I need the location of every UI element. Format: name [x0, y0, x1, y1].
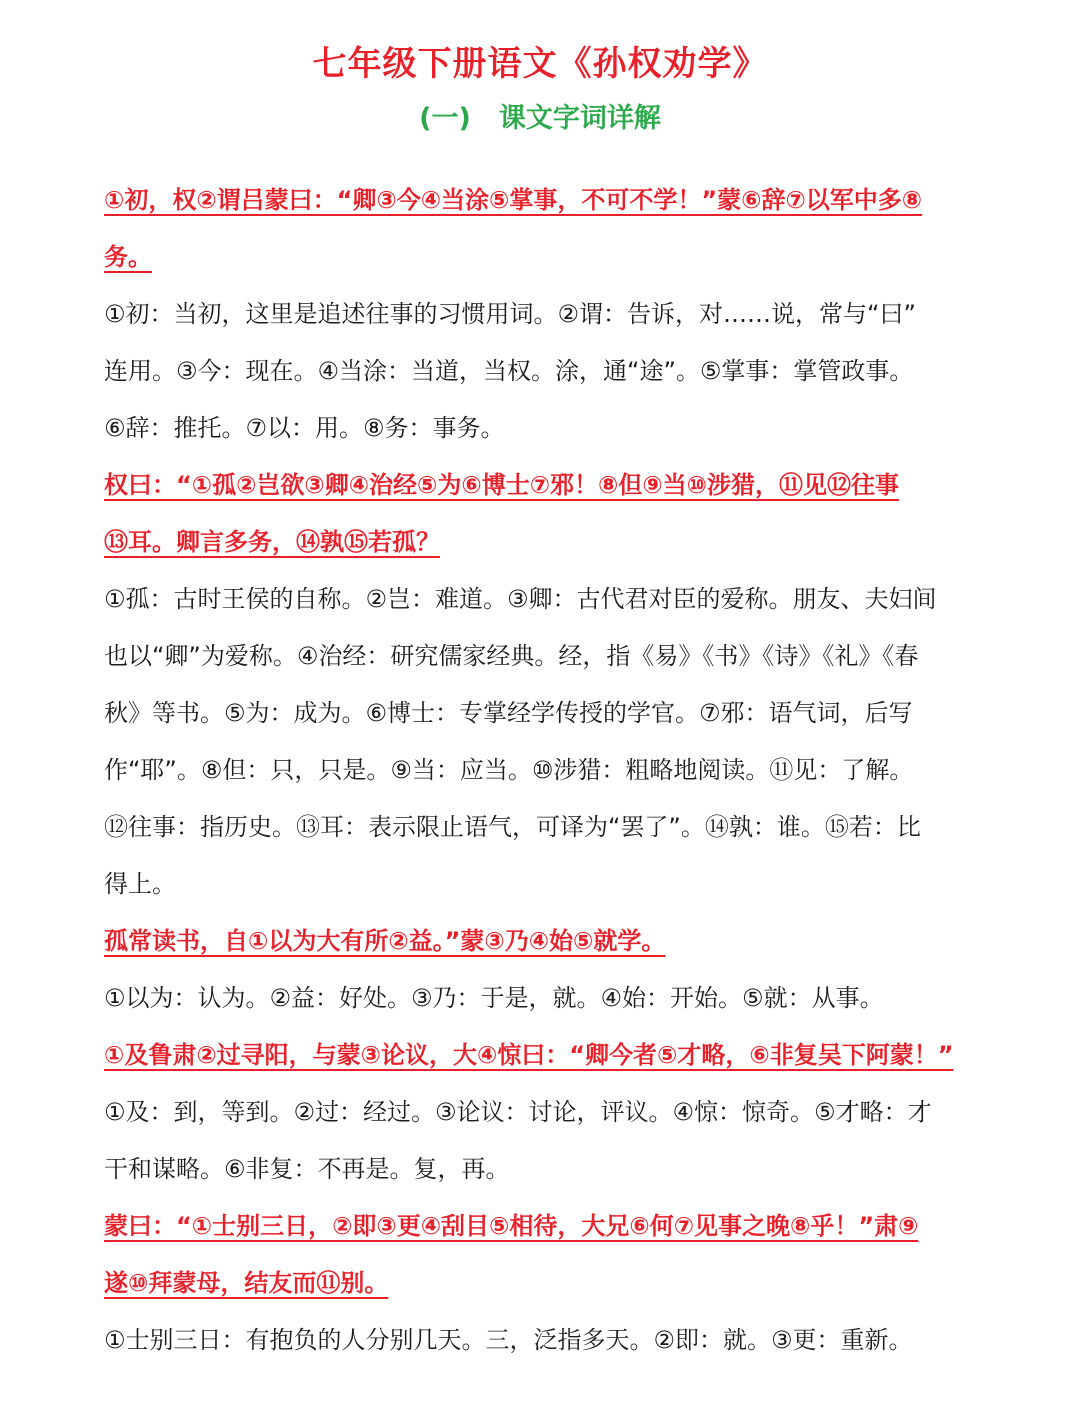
- line-text: 作“耶”。⑧但：只，只是。⑨当：应当。⑩涉猎：粗略地阅读。⑪见：了解。: [104, 756, 914, 784]
- page-title: 七年级下册语文《孙权劝学》: [312, 44, 768, 84]
- line-text: 秋》等书。⑤为：成为。⑥博士：专掌经学传授的学官。⑦邪：语气词，后写: [104, 699, 913, 727]
- line-text: 务。: [104, 243, 152, 271]
- line-text: 遂⑩拜蒙母，结友而⑪别。: [104, 1269, 389, 1297]
- annotation-line: [104, 571, 984, 628]
- original-text-line: [104, 457, 984, 514]
- line-text: 蒙曰：“①士别三日，②即③更④刮目⑤相待，大兄⑥何⑦见事之晚⑧乎！”肃⑨: [104, 1212, 919, 1240]
- annotation-line: [104, 343, 984, 400]
- line-text: ①初，权②谓吕蒙曰：“卿③今④当涂⑤掌事，不可不学！”蒙⑥辞⑦以军中多⑧: [104, 186, 923, 214]
- annotation-line: [104, 799, 984, 856]
- annotation-line: [104, 970, 984, 1027]
- line-text: 也以“卿”为爱称。④治经：研究儒家经典。经，指《易》《书》《诗》《礼》《春: [104, 642, 919, 670]
- original-text-line: [104, 913, 984, 970]
- line-text: 权曰：“①孤②岂欲③卿④治经⑤为⑥博士⑦邪！⑧但⑨当⑩涉猎，⑪见⑫往事: [104, 471, 899, 499]
- annotation-line: [104, 742, 984, 799]
- section-number: (一): [419, 103, 471, 134]
- line-text: ⑥辞：推托。⑦以：用。⑧务：事务。: [104, 414, 505, 442]
- original-text-line: [104, 514, 984, 571]
- line-text: ①及鲁肃②过寻阳，与蒙③论议，大④惊曰：“卿今者⑤才略，⑥非复吴下阿蒙！”: [104, 1041, 954, 1069]
- section-label: 课文字词详解: [498, 103, 661, 134]
- line-text: ⑫往事：指历史。⑬耳：表示限止语气，可译为“罢了”。⑭孰：谁。⑮若：比: [104, 813, 921, 841]
- line-text: ①士别三日：有抱负的人分别几天。三，泛指多天。②即：就。③更：重新。: [104, 1326, 913, 1354]
- line-text: ⑬耳。卿言多务，⑭孰⑮若孤？: [104, 528, 440, 556]
- line-text: 孤常读书，自①以为大有所②益。”蒙③乃④始⑤就学。: [104, 927, 666, 955]
- line-text: ①及：到，等到。②过：经过。③论议：讨论，评议。④惊：惊奇。⑤才略：才: [104, 1098, 932, 1126]
- section-heading: [0, 96, 1080, 135]
- original-text-line: [104, 229, 984, 286]
- annotation-line: [104, 628, 984, 685]
- original-text-line: [104, 1198, 984, 1255]
- line-text: 干和谋略。⑥非复：不再是。复，再。: [104, 1155, 510, 1183]
- original-text-line: [104, 1255, 984, 1312]
- annotation-line: [104, 400, 984, 457]
- original-text-line: [104, 172, 984, 229]
- annotation-line: [104, 286, 984, 343]
- line-text: 得上。: [104, 870, 176, 898]
- annotation-line: [104, 1084, 984, 1141]
- annotation-line: [104, 685, 984, 742]
- line-text: ①孤：古时王侯的自称。②岂：难道。③卿：古代君对臣的爱称。朋友、夫妇间: [104, 585, 937, 613]
- text-body: [104, 172, 984, 1369]
- line-text: ①以为：认为。②益：好处。③乃：于是，就。④始：开始。⑤就：从事。: [104, 984, 884, 1012]
- annotation-line: [104, 1312, 984, 1369]
- annotation-line: [104, 856, 984, 913]
- annotation-line: [104, 1141, 984, 1198]
- line-text: 连用。③今：现在。④当涂：当道，当权。涂，通“途”。⑤掌事：掌管政事。: [104, 357, 914, 385]
- line-text: ①初：当初，这里是追述往事的习惯用词。②谓：告诉，对……说，常与“曰”: [104, 300, 916, 328]
- original-text-line: [104, 1027, 984, 1084]
